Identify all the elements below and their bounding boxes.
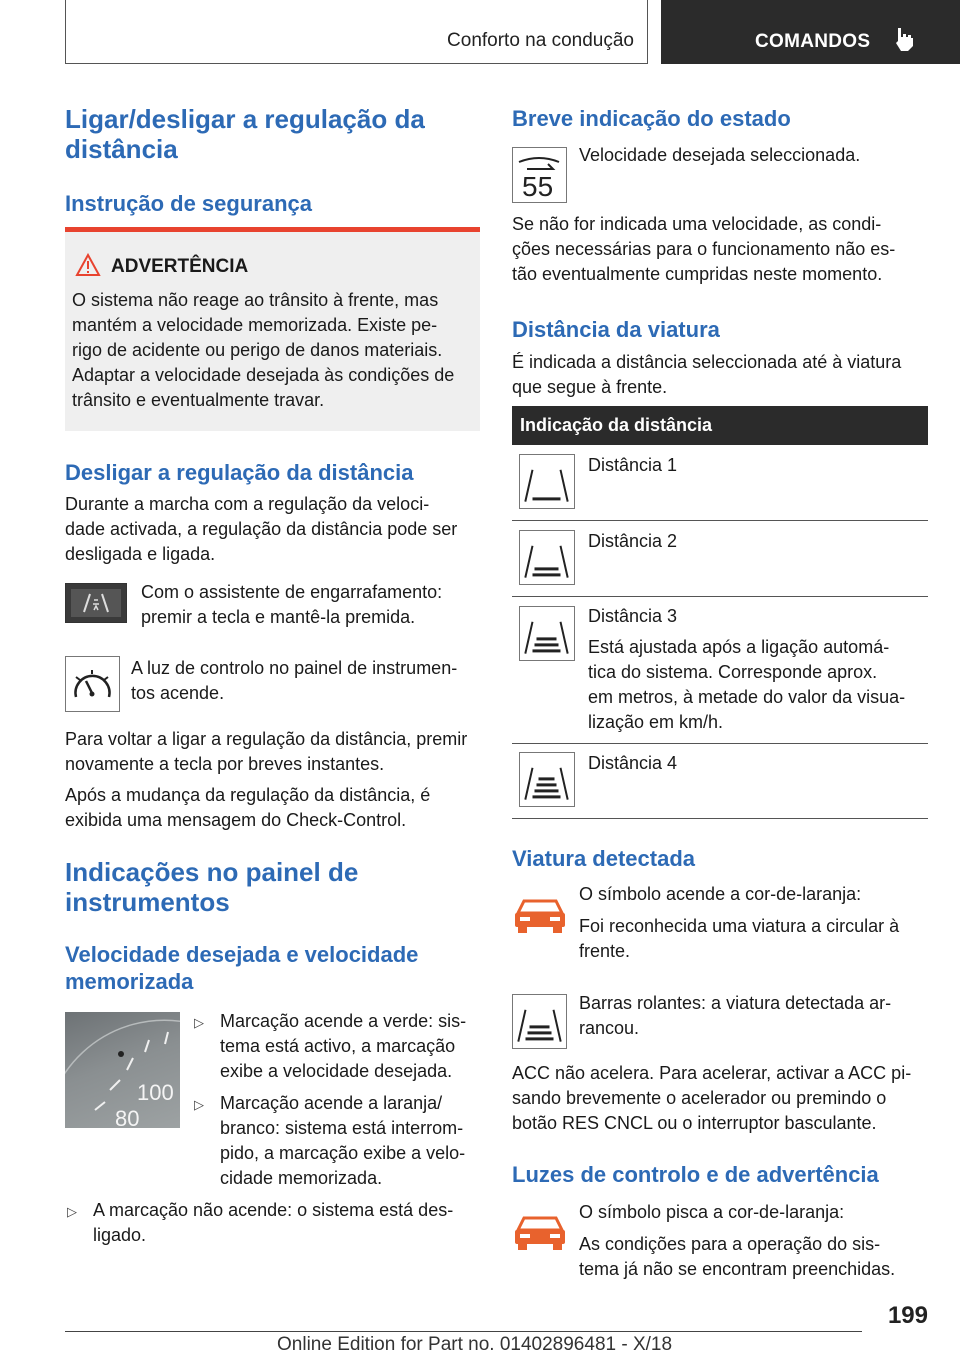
header-tab[interactable] bbox=[661, 0, 960, 64]
distance-heading: Distância da viatura bbox=[512, 317, 720, 342]
control-light-text: A luz de controlo no painel de instrumen- tos acende. bbox=[131, 658, 458, 703]
distance-table-header-label: Indicação da distância bbox=[520, 415, 713, 435]
display-heading: Indicações no painel de instrumentos bbox=[65, 857, 359, 917]
distance-3-note: Está ajustada após a ligação automá- tica do sistema. Corresponde aprox. em metros, à metade do valor da visua- lização em km/h. bbox=[588, 637, 906, 732]
status-text: Velocidade desejada seleccionada. bbox=[579, 145, 861, 165]
table-row-divider bbox=[512, 596, 928, 597]
header-rule-bottom bbox=[65, 63, 648, 64]
hand-pointer-icon bbox=[893, 26, 915, 57]
no-speed-text: Se não for indicada uma velocidade, as condi- ções necessárias para o funcionamento não es- tão eventualmente cumpridas neste momento. bbox=[512, 214, 896, 284]
safety-heading: Instrução de segurança bbox=[65, 191, 312, 216]
detected-text: O símbolo acende a cor-de-laranja: Foi reconhecida uma viatura a circular à frente. bbox=[579, 884, 900, 961]
page-number: 199 bbox=[887, 1302, 928, 1329]
gauge-number-100: 100 bbox=[137, 1080, 174, 1105]
speed-sign-number: 55 bbox=[522, 171, 554, 202]
lights-heading: Luzes de controlo e de advertência bbox=[512, 1162, 879, 1187]
reactivate-text: Para voltar a ligar a regulação da distância, premir novamente a tecla por breves instantes. bbox=[65, 729, 468, 774]
bullet-icon: ▷ bbox=[194, 1097, 204, 1112]
car-icon bbox=[512, 1210, 568, 1259]
footer-rule bbox=[65, 1331, 862, 1332]
rolling-bars-icon bbox=[512, 994, 567, 1049]
bullet-icon: ▷ bbox=[194, 1015, 204, 1030]
header-section-title: Conforto na condução bbox=[447, 30, 634, 51]
control-light-gauge-icon bbox=[65, 656, 120, 712]
lights-text: O símbolo pisca a cor-de-laranja: As condições para a operação do sis- tema já não se encontram preenchidas. bbox=[579, 1202, 896, 1279]
warning-triangle-icon bbox=[75, 253, 101, 277]
distance-text: É indicada a distância seleccionada até à viatura que segue à frente. bbox=[512, 352, 902, 397]
gauge-number-80: 80 bbox=[115, 1106, 140, 1128]
car-icon bbox=[512, 893, 568, 942]
distance-3-label: Distância 3 bbox=[588, 606, 678, 626]
bullet-icon: ▷ bbox=[67, 1204, 77, 1219]
status-heading: Breve indicação do estado bbox=[512, 106, 791, 131]
warning-label: ADVERTÊNCIA bbox=[111, 256, 249, 277]
speed-heading: Velocidade desejada e velocidade memorizada bbox=[65, 942, 419, 994]
jam-assist-button-icon bbox=[65, 583, 127, 623]
speed-marker-icon bbox=[512, 147, 567, 203]
footer-edition: Online Edition for Part no. 01402896481 - X/18 bbox=[277, 1334, 673, 1355]
header-rule-mid bbox=[647, 0, 648, 64]
detected-heading: Viatura detectada bbox=[512, 846, 696, 871]
distance-4-icon bbox=[519, 752, 575, 807]
distance-1-label: Distância 1 bbox=[588, 455, 678, 475]
distance-table-header bbox=[512, 406, 928, 445]
distance-4-label: Distância 4 bbox=[588, 753, 678, 773]
acc-text: ACC não acelera. Para acelerar, activar a ACC pi- sando brevemente o acelerador ou premindo o botão RES CNCL ou o interruptor basculante. bbox=[512, 1063, 912, 1133]
distance-1-icon bbox=[519, 454, 575, 509]
table-row-divider bbox=[512, 743, 928, 744]
header-tab-label: COMANDOS bbox=[755, 31, 871, 52]
table-bottom-rule bbox=[512, 818, 928, 819]
table-row-divider bbox=[512, 520, 928, 521]
header-rule-left bbox=[65, 0, 66, 64]
after-change-text: Após a mudança da regulação da distância, é exibida uma mensagem do Check-Control. bbox=[65, 785, 431, 830]
rolling-text: Barras rolantes: a viatura detectada ar- rancou. bbox=[579, 993, 892, 1038]
deactivate-heading: Desligar a regulação da distância bbox=[65, 460, 414, 485]
jam-assist-text: Com o assistente de engarrafamento: premir a tecla e mantê-la premida. bbox=[141, 582, 443, 627]
warning-text: O sistema não reage ao trânsito à frente, mas mantém a velocidade memorizada. Existe pe- rigo de acidente ou perigo de danos materiais. Adaptar a velocidade desejada às condições de trânsito e eventualmente travar. bbox=[72, 290, 455, 410]
warning-box bbox=[65, 232, 480, 431]
bullet-item: Marcação acende a laranja/ branco: sistema está interrom- pido, a marcação exibe a velo- cidade memorizada. bbox=[220, 1093, 466, 1188]
distance-2-icon bbox=[519, 530, 575, 585]
page-title: Ligar/desligar a regulação da distância bbox=[65, 104, 425, 164]
bullet-item: A marcação não acende: o sistema está des- ligado. bbox=[93, 1200, 454, 1245]
deactivate-text: Durante a marcha com a regulação da veloci- dade activada, a regulação da distância pode ser desligada e ligada. bbox=[65, 494, 458, 564]
bullet-item: Marcação acende a verde: sis- tema está activo, a marcação exibe a velocidade desejada. bbox=[220, 1011, 467, 1081]
distance-2-label: Distância 2 bbox=[588, 531, 678, 551]
distance-3-icon bbox=[519, 606, 575, 661]
speedometer-photo bbox=[65, 1012, 180, 1128]
